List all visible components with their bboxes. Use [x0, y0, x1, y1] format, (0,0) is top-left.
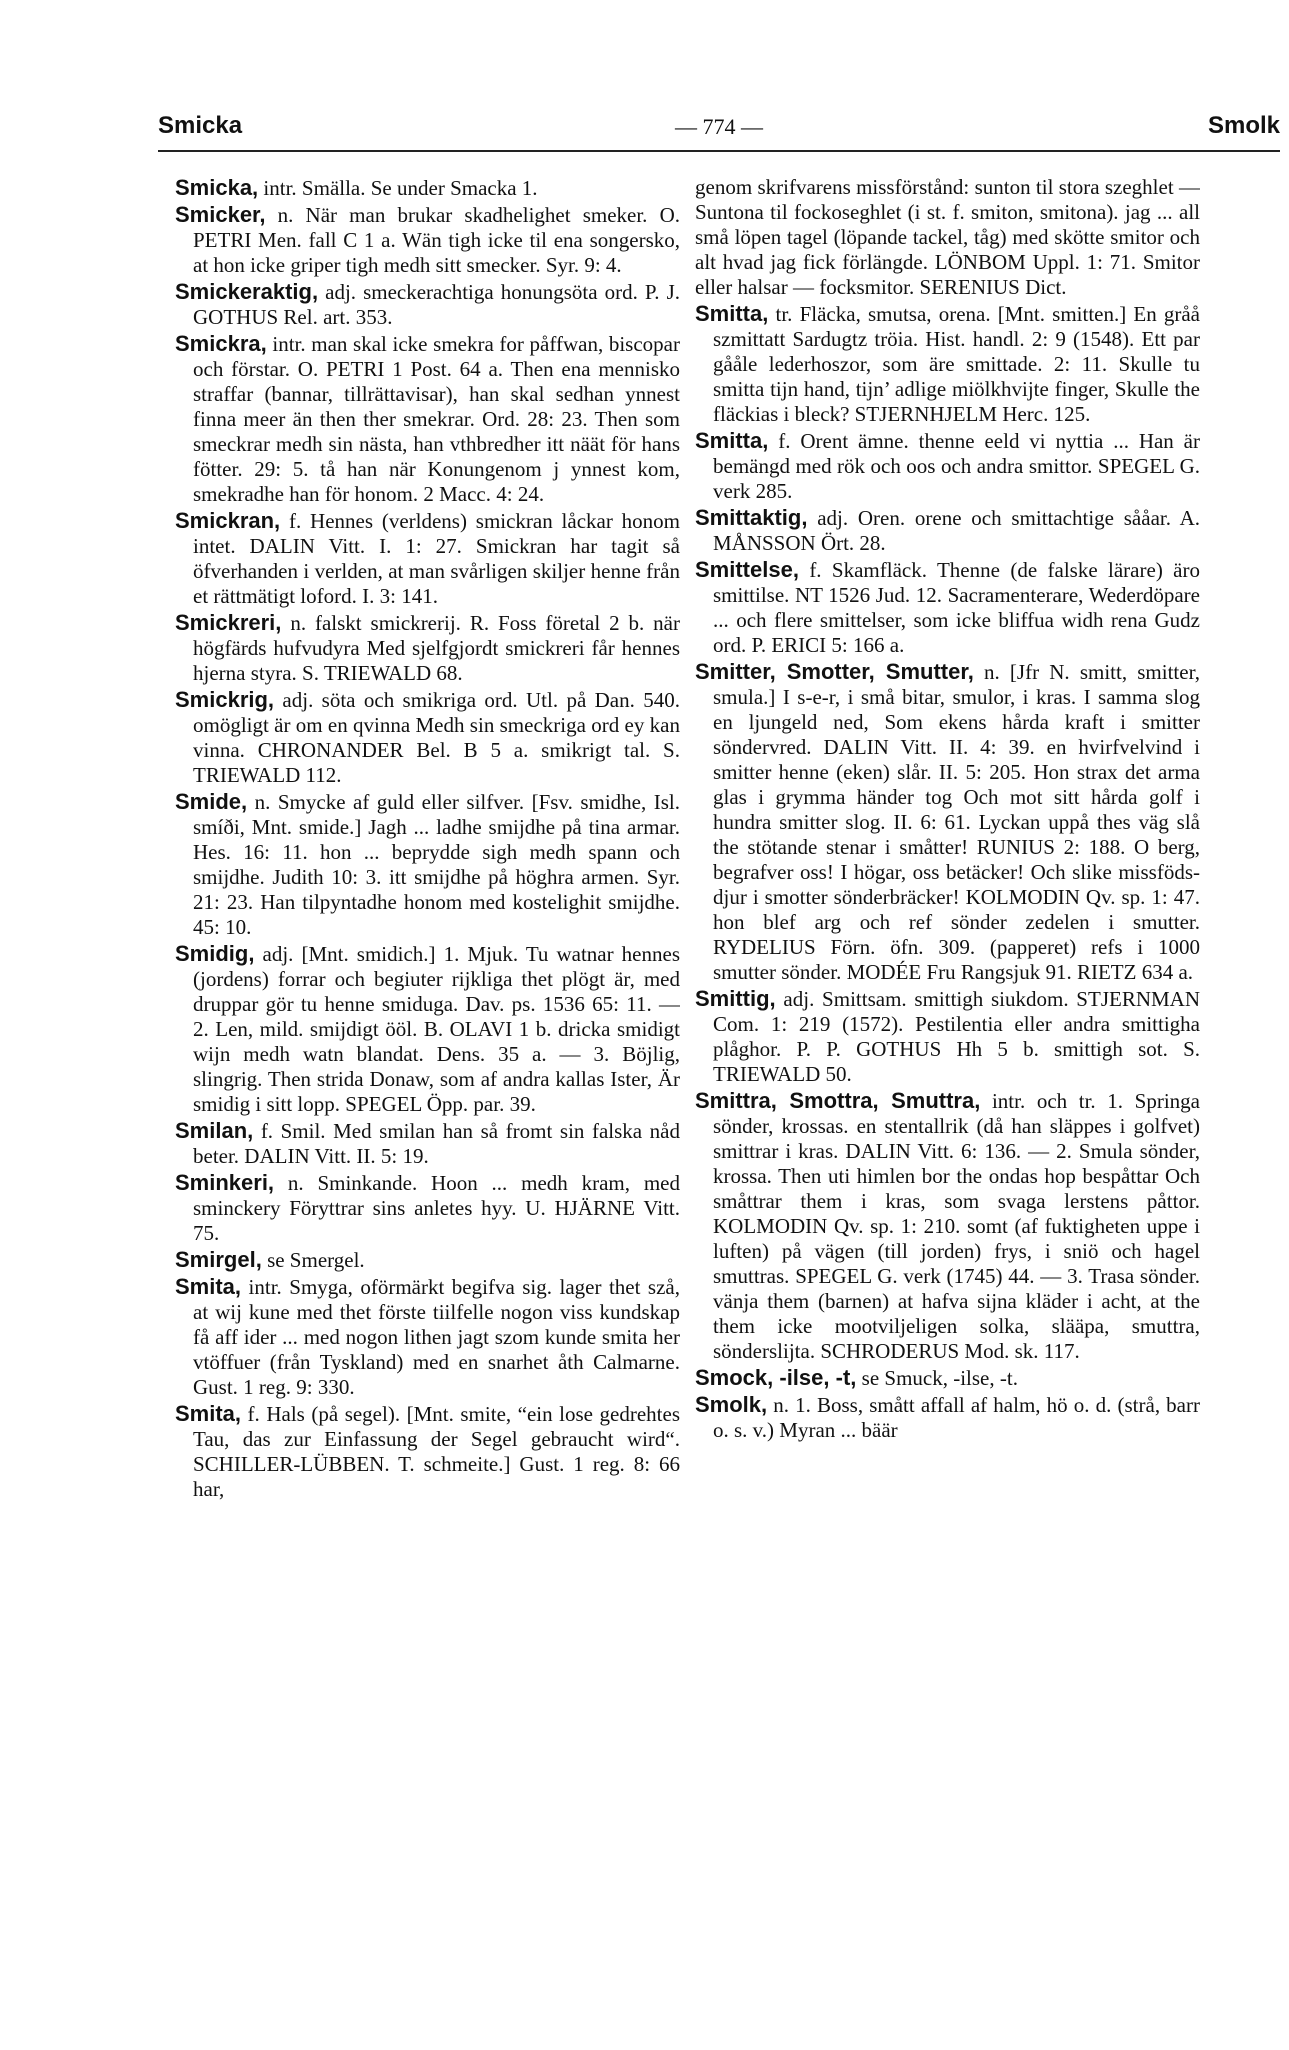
entry-headword: Smidig,: [175, 941, 255, 966]
entry-headword: Smitta,: [695, 428, 769, 453]
entry-headword: Smittra, Smottra, Smuttra,: [695, 1088, 981, 1113]
entry-text: se Smuck, -ilse, -t.: [856, 1366, 1018, 1390]
entry-text: n. 1. Boss, smått affall af halm, hö o. d. (strå, barr o. s. v.) Myran ... bäär: [713, 1393, 1200, 1442]
entry-text: genom skrifvarens missförstånd: sunton til stora szeghlet — Suntona til fockoseghlet (i st. f. smiton, smitona). jag ... all små löpen tagel (löpande tackel, tåg) med skötte smitor och alt hvad jag fick förlängde. LÖNBOM Uppl. 1: 71. Smitor eller halsar — focksmitor. SERENIUS Dict.: [695, 175, 1200, 299]
page-number: — 774 —: [675, 114, 763, 139]
entry-text: f. Skamfläck. Thenne (de falske lärare) äro smittilse. NT 1526 Jud. 12. Sacramenterare, Wederdöpare ... och flere smittelser, som icke bliffua widh rena Gudz ord. P. ERICI 5: 166 a.: [713, 558, 1200, 657]
entry-text: n. När man brukar skadhelighet smeker. O. PETRI Men. fall C 1 a. Wän tigh icke til ena songersko, at hon icke griper tigh medh sitt smecker. Syr. 9: 4.: [193, 203, 680, 277]
entry-headword: Smickra,: [175, 331, 267, 356]
dictionary-entry: [175, 1401, 680, 1502]
page-header: [158, 110, 1280, 152]
dictionary-entry: [175, 1170, 680, 1246]
dictionary-entry: [175, 1118, 680, 1169]
entry-headword: Smita,: [175, 1274, 242, 1299]
entry-headword: Smide,: [175, 789, 248, 814]
header-right-guideword: Smolk: [1207, 112, 1280, 139]
entry-headword: Smittelse,: [695, 557, 799, 582]
entry-text: f. Smil. Med smilan han så fromt sin falska nåd beter. DALIN Vitt. II. 5: 19.: [193, 1119, 680, 1168]
entry-headword: Smilan,: [175, 1118, 254, 1143]
entry-text: intr. Smälla. Se under Smacka 1.: [258, 176, 538, 200]
dictionary-entry: [175, 610, 680, 686]
dictionary-entry: [695, 301, 1200, 427]
entry-headword: Smirgel,: [175, 1247, 262, 1272]
header-left-guideword: Smicka: [158, 112, 243, 139]
dictionary-entry: [175, 687, 680, 788]
dictionary-entry: [175, 331, 680, 507]
dictionary-entry: [695, 1392, 1200, 1443]
dictionary-entry: [695, 1088, 1200, 1364]
entry-text: adj. Smittsam. smittigh siukdom. STJERNMAN Com. 1: 219 (1572). Pestilentia eller andra smittigha plåghor. P. P. GOTHUS Hh 5 b. smittigh sot. S. TRIEWALD 50.: [713, 987, 1200, 1086]
entry-text: intr. Smyga, oförmärkt begifva sig. lager thet szå, at wij kune med thet förste tiilfelle nogon viss kundskap få aff ider ... med nogon lithen jagt szom kunde smita her vtöffuer (från Tyskland) med en snarhet åth Calmarne. Gust. 1 reg. 9: 330.: [193, 1275, 680, 1399]
entry-text: f. Orent ämne. thenne eeld vi nyttia ... Han är bemängd med rök och oos och andra smittor. SPEGEL G. verk 285.: [713, 429, 1200, 503]
entry-text: f. Hennes (verldens) smickran låckar honom intet. DALIN Vitt. I. 1: 27. Smickran har tagit så öfverhanden i verlden, at man svårligen skiljer henne från et rättmätigt loford. I. 3: 141.: [193, 509, 680, 608]
entry-text: n. Smycke af guld eller silfver. [Fsv. smidhe, Isl. smíði, Mnt. smide.] Jagh ... ladhe smijdhe på tina armar. Hes. 16: 11. hon ... beprydde sigh medh spann och smijdhe. Judith 10: 3. itt smijdhe på höghra armen. Syr. 21: 23. Han tilpyntadhe honom med kostelighit smijdhe. 45: 10.: [193, 790, 680, 939]
dictionary-entry: [175, 508, 680, 609]
entry-headword: Smicka,: [175, 175, 259, 200]
dictionary-entry: [175, 1247, 680, 1273]
dictionary-entry: [175, 202, 680, 278]
entry-text: adj. Oren. orene och smittachtige sååar. A. MÅNSSON Ört. 28.: [713, 506, 1200, 555]
dictionary-entry: [695, 659, 1200, 985]
dictionary-entry: [175, 279, 680, 330]
entry-headword: Smickeraktig,: [175, 279, 319, 304]
entry-text: n. Sminkande. Hoon ... medh kram, med sminckery Föryttrar sins anletes hyy. U. HJÄRNE Vitt. 75.: [193, 1171, 680, 1245]
dictionary-entry: [695, 428, 1200, 504]
right-column: [695, 175, 1200, 1995]
dictionary-entry: [695, 1365, 1200, 1391]
dictionary-entry: [175, 175, 680, 201]
dictionary-entry: [695, 175, 1200, 300]
entry-headword: Smittaktig,: [695, 505, 808, 530]
entry-headword: Smickrig,: [175, 687, 275, 712]
entry-headword: Smicker,: [175, 202, 266, 227]
entry-text: intr. och tr. 1. Springa sönder, krossas. en stentallrik (då han släppes i golfvet) smittrar i kras. DALIN Vitt. 6: 136. — 2. Smula sönder, krossa. Then uti himlen bor the ondas hop bespåttar Och småttrar them i kras, som svaga lerstens påttor. KOLMODIN Qv. sp. 1: 210. somt (af fuktigheten uppe i luften) på vägen (till jorden) frys, i sniö och hagel smuttras. SPEGEL G. verk (1745) 44. — 3. Trasa sönder. vänja them (barnen) at hafva sijna kläder i acht, at the them icke mootviljeligen solka, slääpa, smuttra, sönderslijta. SCHRODERUS Mod. sk. 117.: [713, 1089, 1200, 1363]
entry-headword: Smickran,: [175, 508, 281, 533]
dictionary-entry: [695, 986, 1200, 1087]
dictionary-entry: [175, 789, 680, 940]
entry-headword: Smolk,: [695, 1392, 768, 1417]
entry-text: se Smergel.: [261, 1248, 365, 1272]
entry-headword: Smittig,: [695, 986, 776, 1011]
entry-headword: Smitta,: [695, 301, 769, 326]
entry-headword: Smock, -ilse, -t,: [695, 1365, 857, 1390]
dictionary-entry: [175, 1274, 680, 1400]
entry-text: adj. [Mnt. smidich.] 1. Mjuk. Tu watnar hennes (jordens) forrar och begiuter rijkliga thet plögt är, med druppar gör tu henne smiduga. Dav. ps. 1536 65: 11. — 2. Len, mild. smijdigt ööl. B. OLAVI 1 b. dricka smidigt wijn medh watn blandat. Dens. 35 a. — 3. Böjlig, slingrig. Then strida Donaw, som af andra kallas Ister, Är smidig i sitt lopp. SPEGEL Öpp. par. 39.: [193, 942, 680, 1116]
dictionary-entry: [175, 941, 680, 1117]
entry-text: n. falskt smickrerij. R. Foss företal 2 b. när högfärds hufvudyra Med sjelfgjordt smickreri får hennes hjerna styra. S. TRIEWALD 68.: [193, 611, 680, 685]
left-column: [175, 175, 680, 1995]
entry-text: adj. söta och smikriga ord. Utl. på Dan. 540. omögligt är om en qvinna Medh sin smeckriga ord ey kan vinna. CHRONANDER Bel. B 5 a. smikrigt tal. S. TRIEWALD 112.: [193, 688, 680, 787]
entry-headword: Smita,: [175, 1401, 242, 1426]
entry-text: f. Hals (på segel). [Mnt. smite, “ein lose gedrehtes Tau, das zur Einfassung der Segel gebraucht wird“. SCHILLER-LÜBBEN. T. schmeite.] Gust. 1 reg. 8: 66 har,: [193, 1402, 680, 1501]
entry-text: intr. man skal icke smekra for påffwan, biscopar och förstar. O. PETRI 1 Post. 64 a. Then ena mennisko straffar (bannar, tillrättavisar), han skal sedhan ynnest finna meer än then ther smekrar. Ord. 28: 23. Then som smeckrar medh sin nästa, han vthbredher itt näät för hans fötter. 29: 5. tå han när Konungenom j ynnest kom, smekradhe han för honom. 2 Macc. 4: 24.: [193, 332, 680, 506]
entry-headword: Smickreri,: [175, 610, 282, 635]
entry-headword: Smitter, Smotter, Smutter,: [695, 659, 974, 684]
entry-text: tr. Fläcka, smutsa, orena. [Mnt. smitten.] En gråå szmittatt Sardugtz tröia. Hist. handl. 2: 9 (1548). Ett par gååle lederhoszor, som äre smittade. 2: 11. Skulle tu smitta tijn hand, tijn’ adlige miölkhvijte finger, Skulle the fläckias i bleck? STJERNHJELM Herc. 125.: [713, 302, 1200, 426]
dictionary-entry: [695, 557, 1200, 658]
entry-text: n. [Jfr N. smitt, smitter, smula.] I s-e-r, i små bitar, smulor, i kras. I samma slog en ljungeld ned, Som ekens hårda kraft i smitter söndervred. DALIN Vitt. II. 4: 39. en hvirfvelvind i smitter henne (eken) slår. II. 5: 205. Hon strax det arma glas i grymma händer tog Och mot sitt hårda golf i hundra smitter slog. II. 6: 61. Lyckan uppå thes väg slå the stötande stenar i småtter! RUNIUS 2: 188. O berg, begrafver oss! I högar, oss betäcker! Och slike missföds-djur i smotter sönderbräcker! KOLMODIN Qv. sp. 1: 47. hon blef arg och ref sönder zedelen i smutter. RYDELIUS Förn. öfn. 309. (papperet) refs i 1000 smutter sönder. MODÉE Fru Rangsjuk 91. RIETZ 634 a.: [713, 660, 1200, 984]
entry-headword: Sminkeri,: [175, 1170, 275, 1195]
dictionary-entry: [695, 505, 1200, 556]
entry-text: adj. smeckerachtiga honungsöta ord. P. J. GOTHUS Rel. art. 353.: [193, 280, 680, 329]
